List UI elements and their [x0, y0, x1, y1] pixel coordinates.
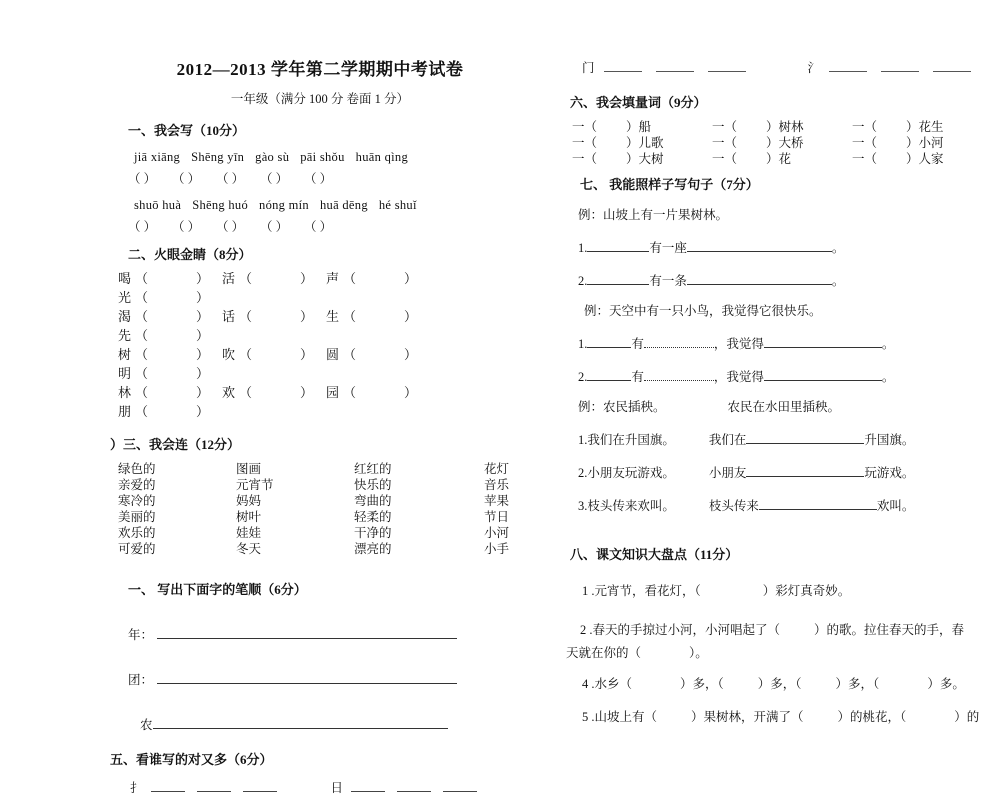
homophone-char: 喝: [118, 271, 132, 286]
homophone-char: 生: [326, 309, 340, 324]
example-sentence-1: 例：山坡上有一片果树林。: [578, 208, 729, 222]
stroke-char-label: 农: [140, 718, 153, 732]
knowledge-question-2-cont[interactable]: [566, 643, 995, 664]
radical-answer-blank[interactable]: [197, 780, 231, 792]
answer-blank[interactable]: [746, 431, 864, 444]
open-paren: （: [135, 366, 149, 381]
close-paren: ）: [196, 347, 210, 362]
match-left-word[interactable]: 干净的: [354, 526, 392, 540]
homophone-cell[interactable]: [118, 402, 222, 421]
knowledge-question-2[interactable]: [580, 620, 995, 641]
matching-row[interactable]: [118, 461, 530, 477]
measure-noun: 大树: [638, 152, 664, 166]
measure-suffix: ）: [906, 120, 919, 134]
right-column: [566, 0, 995, 724]
answer-dotted-blank[interactable]: [644, 335, 714, 348]
question-text: 2 .春天的手掠过小河，小河唱起了（: [580, 623, 781, 637]
section-4-heading: 一、 写出下面字的笔顺（6分）: [128, 582, 307, 597]
pinyin-word: hé shuǐ: [378, 198, 417, 212]
stroke-answer-line[interactable]: [153, 716, 448, 729]
measure-prefix: 一（: [712, 152, 738, 166]
pinyin-word: jiā xiāng: [134, 150, 181, 164]
answer-blank[interactable]: （ ）: [304, 220, 333, 234]
question-text: 有一条: [649, 274, 687, 288]
match-left-word[interactable]: 红红的: [354, 462, 392, 476]
pinyin-word: huā dēng: [320, 198, 368, 212]
question-text: 我们在: [708, 433, 747, 447]
question-text: ，我觉得: [713, 370, 764, 384]
measure-noun: 人家: [918, 152, 944, 166]
left-column: [110, 0, 530, 795]
answer-blank[interactable]: （ ）: [260, 220, 289, 234]
answer-dotted-blank[interactable]: [644, 368, 714, 381]
close-paren: ）: [196, 385, 210, 400]
example-original: 例：农民插秧。: [578, 400, 666, 414]
period: 。: [831, 241, 845, 255]
close-paren: ）: [196, 404, 210, 419]
pinyin-word: pāi shǒu: [300, 150, 345, 164]
question-text: 1 .元宵节，看花灯，（: [582, 584, 701, 598]
measure-suffix: ）: [906, 136, 919, 150]
question-text: ）多，（: [757, 677, 802, 691]
match-right-word[interactable]: 节日: [484, 510, 510, 524]
open-paren: （: [135, 328, 149, 343]
question-text: 欢叫。: [876, 499, 915, 513]
match-right-word[interactable]: 音乐: [484, 478, 510, 492]
close-paren: ）: [196, 328, 210, 343]
measure-word-cell[interactable]: [572, 151, 712, 167]
measure-suffix: ）: [766, 152, 779, 166]
measure-prefix: 一（: [852, 152, 878, 166]
answer-blank[interactable]: （ ）: [128, 220, 157, 234]
section-1-heading: 一、我会写（10分）: [128, 123, 246, 138]
open-paren: （: [239, 271, 253, 286]
question-text: ）多。: [927, 677, 965, 691]
answer-blank[interactable]: [587, 272, 649, 285]
homophone-cell[interactable]: [118, 269, 222, 288]
radical-label: 日: [330, 781, 344, 795]
measure-word-cell[interactable]: [852, 151, 992, 167]
measure-word-cell[interactable]: [572, 119, 712, 135]
radical-answer-blank[interactable]: [656, 60, 694, 72]
measure-noun: 船: [638, 120, 652, 134]
question-number: 1.: [578, 241, 588, 255]
homophone-row: [118, 269, 530, 307]
homophone-cell[interactable]: [118, 288, 222, 307]
question-text: ）的桃花，（: [837, 710, 907, 724]
homophone-cell[interactable]: [326, 345, 430, 364]
homophone-grid: [110, 269, 530, 421]
match-right-word[interactable]: 元宵节: [236, 478, 274, 492]
section-8-heading: 八、课文知识大盘点（11分）: [570, 547, 739, 562]
match-left-word[interactable]: 美丽的: [118, 510, 156, 524]
homophone-cell[interactable]: [222, 345, 326, 364]
open-paren: （: [135, 404, 149, 419]
homophone-char: 声: [326, 271, 340, 286]
radical-answer-blank[interactable]: [881, 60, 919, 72]
question-original: 2.小朋友玩游戏。: [578, 466, 675, 480]
match-left-word[interactable]: 寒冷的: [118, 494, 156, 508]
question-text: ）彩灯真奇妙。: [762, 584, 851, 598]
homophone-char: 朋: [118, 404, 132, 419]
radical-label: 门: [582, 61, 595, 75]
knowledge-question-1[interactable]: [582, 581, 995, 602]
question-text: 升国旗。: [864, 433, 915, 447]
homophone-char: 圆: [326, 347, 340, 362]
measure-prefix: 一（: [572, 152, 598, 166]
match-left-word[interactable]: 弯曲的: [354, 494, 392, 508]
answer-blank[interactable]: [587, 368, 631, 381]
radical-answer-blank[interactable]: [443, 780, 477, 792]
example-sentence-2: 例：天空中有一只小鸟，我觉得它很快乐。: [584, 304, 822, 318]
radical-answer-blank[interactable]: [151, 780, 185, 792]
answer-paren-row-2[interactable]: [128, 217, 530, 235]
knowledge-question-4[interactable]: [582, 674, 995, 695]
match-right-word[interactable]: 树叶: [236, 510, 262, 524]
homophone-cell[interactable]: [326, 307, 430, 326]
homophone-char: 话: [222, 309, 236, 324]
match-right-word[interactable]: 图画: [236, 462, 262, 476]
question-original: 3.枝头传来欢叫。: [578, 499, 675, 513]
stroke-char-label: 年：: [128, 628, 154, 642]
answer-blank[interactable]: [759, 497, 877, 510]
homophone-cell[interactable]: [222, 307, 326, 326]
period: 。: [881, 337, 895, 351]
measure-suffix: ）: [906, 152, 919, 166]
matching-row[interactable]: [118, 509, 530, 525]
homophone-char: 吹: [222, 347, 236, 362]
match-left-word[interactable]: 亲爱的: [118, 478, 156, 492]
sentence-question-1[interactable]: [578, 238, 995, 256]
question-text: ）的: [954, 710, 980, 724]
homophone-char: 光: [118, 290, 132, 305]
close-paren: ）: [196, 271, 210, 286]
measure-noun: 儿歌: [638, 136, 664, 150]
measure-noun: 大桥: [778, 136, 804, 150]
answer-blank[interactable]: [587, 239, 649, 252]
homophone-char: 树: [118, 347, 132, 362]
close-paren: ）: [196, 290, 210, 305]
homophone-row: [118, 345, 530, 383]
radical-answer-blank[interactable]: [604, 60, 642, 72]
stroke-order-row[interactable]: [128, 670, 530, 688]
measure-prefix: 一（: [572, 136, 598, 150]
answer-blank[interactable]: [764, 368, 882, 381]
sentence-question-3[interactable]: [578, 334, 995, 352]
section-3-label: 三、我会连（12分）: [123, 437, 241, 452]
pinyin-word: gào sù: [255, 150, 290, 164]
answer-blank[interactable]: （ ）: [260, 172, 289, 186]
homophone-char: 欢: [222, 385, 236, 400]
measure-word-grid: [572, 119, 995, 167]
section-6-heading: 六、我会填量词（9分）: [570, 95, 707, 110]
measure-prefix: 一（: [572, 120, 598, 134]
close-paren: ）: [300, 347, 314, 362]
measure-suffix: ）: [626, 136, 639, 150]
pinyin-word: huān qìng: [355, 150, 409, 164]
match-left-word[interactable]: 轻柔的: [354, 510, 392, 524]
open-paren: （: [239, 347, 253, 362]
answer-blank[interactable]: （ ）: [304, 172, 333, 186]
knowledge-question-5[interactable]: [582, 707, 995, 728]
open-paren: （: [135, 347, 149, 362]
homophone-cell[interactable]: [326, 269, 430, 288]
close-paren: ）: [404, 271, 418, 286]
close-paren: ）: [196, 366, 210, 381]
example-expanded: 农民在水田里插秧。: [727, 400, 841, 414]
question-text: ）多，（: [835, 677, 880, 691]
matching-row[interactable]: [118, 541, 530, 557]
answer-blank[interactable]: （ ）: [128, 172, 157, 186]
pinyin-word: Shēng yīn: [191, 150, 245, 164]
example-sentence-3: [578, 397, 995, 415]
measure-noun: 花: [778, 152, 792, 166]
match-right-word[interactable]: 苹果: [484, 494, 510, 508]
close-paren: ）: [300, 385, 314, 400]
answer-blank[interactable]: [764, 335, 882, 348]
sentence-question-4[interactable]: [578, 367, 995, 385]
measure-suffix: ）: [626, 152, 639, 166]
pinyin-word: Shēng huó: [192, 198, 249, 212]
answer-blank[interactable]: [587, 335, 631, 348]
question-text: 小朋友: [708, 466, 747, 480]
radical-label: 氵: [807, 61, 821, 75]
match-left-word[interactable]: 欢乐的: [118, 526, 156, 540]
match-right-word[interactable]: 小手: [484, 542, 510, 556]
open-paren: （: [135, 385, 149, 400]
matching-grid: [118, 461, 530, 557]
section-3-heading: [110, 434, 530, 453]
homophone-cell[interactable]: [222, 383, 326, 402]
homophone-char: 渴: [118, 309, 132, 324]
measure-word-cell[interactable]: [572, 135, 712, 151]
answer-blank[interactable]: [687, 272, 832, 285]
measure-prefix: 一（: [712, 120, 738, 134]
period: 。: [881, 370, 895, 384]
measure-noun: 花生: [918, 120, 944, 134]
question-text: 有: [631, 337, 644, 351]
stroke-answer-line[interactable]: [157, 626, 457, 639]
measure-prefix: 一（: [712, 136, 738, 150]
pinyin-word: shuō huà: [134, 198, 182, 212]
homophone-cell[interactable]: [118, 383, 222, 402]
measure-word-cell[interactable]: [852, 135, 992, 151]
close-paren: ）: [300, 271, 314, 286]
match-right-word[interactable]: 娃娃: [236, 526, 262, 540]
matching-row[interactable]: [118, 493, 530, 509]
homophone-cell[interactable]: [326, 383, 430, 402]
measure-word-row[interactable]: [572, 119, 995, 135]
orphan-paren: ）: [110, 437, 124, 452]
question-text: 枝头传来: [708, 499, 759, 513]
close-paren: ）: [404, 309, 418, 324]
homophone-cell[interactable]: [222, 269, 326, 288]
answer-paren-row-1[interactable]: [128, 169, 530, 187]
close-paren: ）: [300, 309, 314, 324]
radical-answer-blank[interactable]: [351, 780, 385, 792]
answer-blank[interactable]: [687, 239, 832, 252]
homophone-char: 明: [118, 366, 132, 381]
measure-word-row[interactable]: [572, 151, 995, 167]
open-paren: （: [135, 309, 149, 324]
sentence-question-7[interactable]: [578, 496, 995, 514]
close-paren: ）: [404, 347, 418, 362]
question-text: ）。: [689, 646, 708, 660]
measure-suffix: ）: [626, 120, 639, 134]
stroke-answer-line[interactable]: [157, 671, 457, 684]
question-text: 天就在你的（: [566, 646, 642, 660]
measure-prefix: 一（: [852, 120, 878, 134]
homophone-char: 林: [118, 385, 132, 400]
answer-blank[interactable]: （ ）: [172, 220, 201, 234]
match-right-word[interactable]: 妈妈: [236, 494, 262, 508]
stroke-order-row[interactable]: [128, 625, 530, 643]
measure-noun: 小河: [918, 136, 944, 150]
answer-blank[interactable]: （ ）: [172, 172, 201, 186]
question-text: 4 .水乡（: [582, 677, 633, 691]
close-paren: ）: [196, 309, 210, 324]
answer-blank[interactable]: （ ）: [216, 172, 245, 186]
question-text: ，我觉得: [713, 337, 764, 351]
open-paren: （: [343, 271, 357, 286]
radical-practice-row-continued[interactable]: [582, 58, 995, 76]
section-7-heading: 七、 我能照样子写句子（7分）: [580, 177, 759, 192]
question-text: 有: [631, 370, 644, 384]
stroke-order-row[interactable]: [140, 715, 530, 733]
question-number: 1.: [578, 337, 588, 351]
question-text: 5 .山坡上有（: [582, 710, 658, 724]
match-left-word[interactable]: 绿色的: [118, 462, 156, 476]
question-text: ）的歌。拉住春天的手，春: [814, 623, 965, 637]
match-right-word[interactable]: 花灯: [484, 462, 510, 476]
pinyin-row-1: [134, 150, 530, 165]
question-text: ）果树林，开满了（: [691, 710, 804, 724]
homophone-row: [118, 383, 530, 421]
page-title: 2012—2013 学年第二学期期中考试卷: [176, 60, 464, 79]
open-paren: （: [239, 309, 253, 324]
open-paren: （: [135, 290, 149, 305]
section-5-heading: 五、看谁写的对又多（6分）: [110, 752, 273, 767]
pinyin-row-2: [134, 198, 530, 213]
match-right-word[interactable]: 冬天: [236, 542, 262, 556]
match-left-word[interactable]: 可爱的: [118, 542, 156, 556]
question-number: 2.: [578, 274, 588, 288]
question-text: 玩游戏。: [864, 466, 915, 480]
homophone-char: 园: [326, 385, 340, 400]
close-paren: ）: [404, 385, 418, 400]
period: 。: [831, 274, 845, 288]
homophone-cell[interactable]: [118, 326, 222, 345]
match-left-word[interactable]: 快乐的: [354, 478, 392, 492]
homophone-char: 先: [118, 328, 132, 343]
sentence-question-5[interactable]: [578, 430, 995, 448]
measure-noun: 树林: [778, 120, 804, 134]
page-subtitle: 一年级（满分 100 分 卷面 1 分）: [230, 92, 410, 106]
radical-label: 扌: [130, 781, 143, 795]
stroke-char-label: 团：: [128, 673, 154, 687]
measure-word-cell[interactable]: [712, 151, 852, 167]
open-paren: （: [343, 347, 357, 362]
open-paren: （: [343, 385, 357, 400]
radical-answer-blank[interactable]: [829, 60, 867, 72]
homophone-cell[interactable]: [118, 307, 222, 326]
sentence-question-6[interactable]: [578, 463, 995, 481]
answer-blank[interactable]: [746, 464, 864, 477]
measure-prefix: 一（: [852, 136, 878, 150]
matching-row[interactable]: [118, 525, 530, 541]
radical-practice-row[interactable]: [130, 778, 530, 796]
measure-suffix: ）: [766, 136, 779, 150]
measure-word-cell[interactable]: [712, 135, 852, 151]
homophone-cell[interactable]: [118, 364, 222, 383]
measure-word-cell[interactable]: [712, 119, 852, 135]
question-original: 1.我们在升国旗。: [578, 433, 675, 447]
radical-answer-blank[interactable]: [397, 780, 431, 792]
measure-word-cell[interactable]: [852, 119, 992, 135]
pinyin-word: nóng mín: [259, 198, 309, 212]
question-number: 2.: [578, 370, 588, 384]
answer-blank[interactable]: （ ）: [216, 220, 245, 234]
question-text: ）多，（: [680, 677, 724, 691]
open-paren: （: [343, 309, 357, 324]
measure-word-row[interactable]: [572, 135, 995, 151]
radical-answer-blank[interactable]: [933, 60, 971, 72]
radical-answer-blank[interactable]: [243, 780, 277, 792]
section-2-heading: 二、火眼金睛（8分）: [128, 247, 252, 262]
sentence-question-2[interactable]: [578, 271, 995, 289]
homophone-cell[interactable]: [118, 345, 222, 364]
open-paren: （: [135, 271, 149, 286]
open-paren: （: [239, 385, 253, 400]
radical-answer-blank[interactable]: [708, 60, 746, 72]
match-right-word[interactable]: 小河: [484, 526, 510, 540]
homophone-char: 活: [222, 271, 236, 286]
homophone-row: [118, 307, 530, 345]
match-left-word[interactable]: 漂亮的: [354, 542, 392, 556]
matching-row[interactable]: [118, 477, 530, 493]
measure-suffix: ）: [766, 120, 779, 134]
question-text: 有一座: [649, 241, 687, 255]
